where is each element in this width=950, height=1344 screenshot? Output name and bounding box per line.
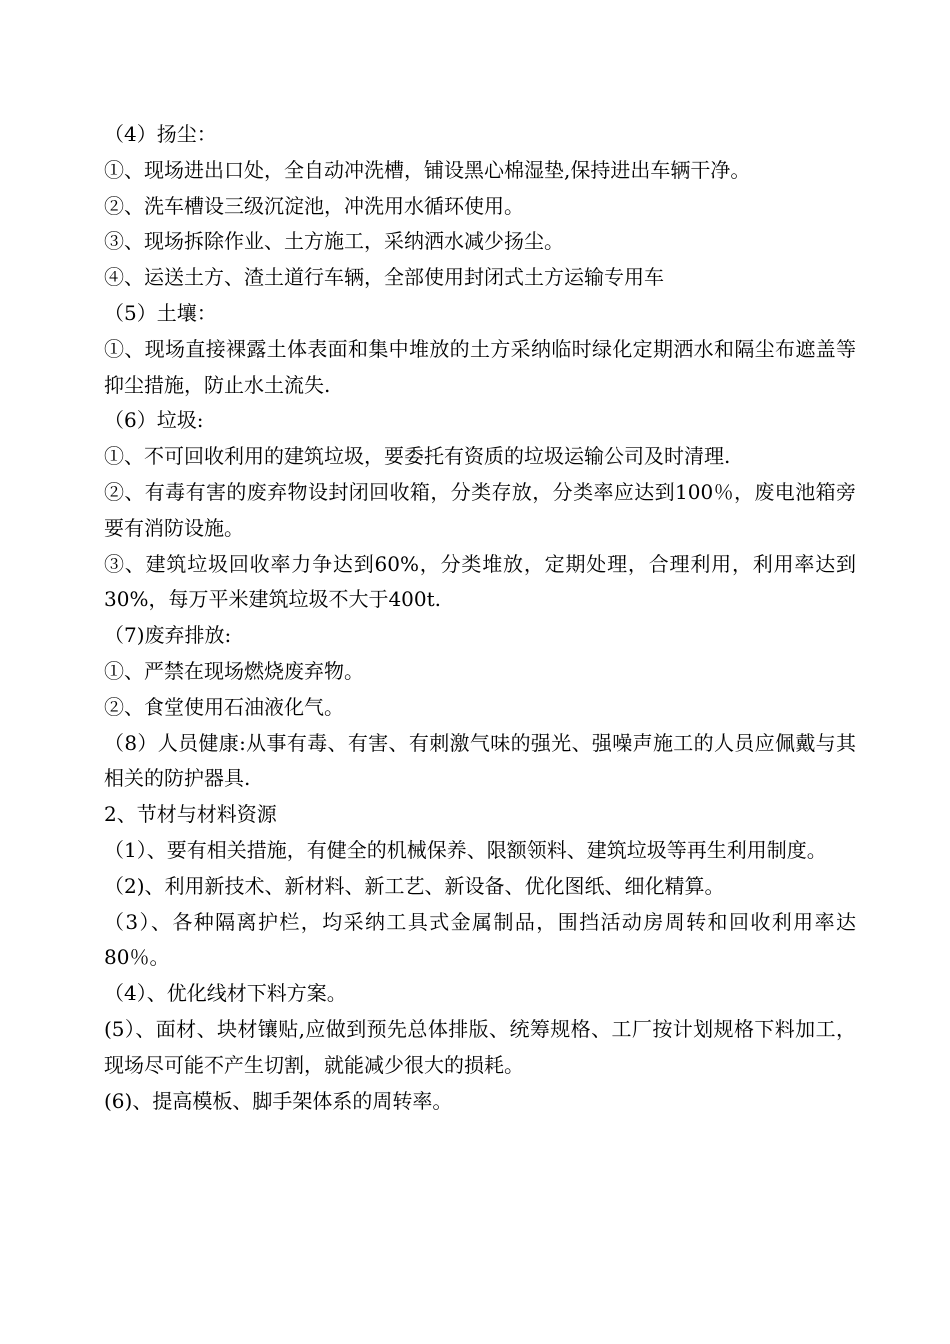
paragraph-materials-6: (6)、提高模板、脚手架体系的周转率。 xyxy=(104,1088,453,1113)
paragraph-dust-3: ③、现场拆除作业、土方施工，采纳洒水减少扬尘。 xyxy=(104,229,564,254)
heading-soil: （5）土壤： xyxy=(104,300,217,325)
heading-garbage: （6）垃圾: xyxy=(104,408,204,433)
paragraph-health: （8）人员健康:从事有毒、有害、有刺激气味的强光、强噪声施工的人员应佩戴与其相关的防护器具. xyxy=(104,730,856,791)
paragraph-materials-2: （2)、利用新技术、新材料、新工艺、新设备、优化图纸、细化精算。 xyxy=(104,873,725,898)
paragraph-materials-1: （1）、要有相关措施，有健全的机械保养、限额领料、建筑垃圾等再生利用制度。 xyxy=(104,837,827,862)
document-body xyxy=(104,117,856,1119)
heading-dust: （4）扬尘： xyxy=(104,122,217,146)
paragraph-materials-3: （3）、各种隔离护栏，均采纳工具式金属制品，围挡活动房周转和回收利用率达80％。 xyxy=(104,909,856,970)
heading-emission: （7)废弃排放: xyxy=(104,623,232,648)
paragraph-garbage-3: ③、建筑垃圾回收率力争达到60%，分类堆放，定期处理，合理利用，利用率达到30%，每万平米建筑垃圾不大于400t. xyxy=(104,551,856,612)
paragraph-materials-4: （4）、优化线材下料方案。 xyxy=(104,981,347,1006)
section-heading-materials: 2、节材与材料资源 xyxy=(104,802,277,827)
paragraph-materials-5: (5）、面材、块材镶贴,应做到预先总体排版、统筹规格、工厂按计划规格下料加工，现场尽可能不产生切割，就能减少很大的损耗。 xyxy=(104,1016,856,1077)
paragraph-soil-1: ①、现场直接裸露土体表面和集中堆放的土方采纳临时绿化定期洒水和隔尘布遮盖等抑尘措施，防止水土流失. xyxy=(104,336,856,397)
paragraph-garbage-2: ②、有毒有害的废弃物设封闭回收箱，分类存放，分类率应达到100％，废电池箱旁要有消防设施。 xyxy=(104,479,856,540)
paragraph-emission-2: ②、食堂使用石油液化气。 xyxy=(104,694,344,719)
paragraph-garbage-1: ①、不可回收利用的建筑垃圾，要委托有资质的垃圾运输公司及时清理. xyxy=(104,444,731,469)
paragraph-dust-4: ④、运送土方、渣土道行车辆，全部使用封闭式土方运输专用车 xyxy=(104,265,664,290)
paragraph-emission-1: ①、严禁在现场燃烧废弃物。 xyxy=(104,658,364,683)
paragraph-dust-2: ②、洗车槽设三级沉淀池，冲洗用水循环使用。 xyxy=(104,193,524,218)
paragraph-dust-1: ①、现场进出口处，全自动冲洗槽，铺设黑心棉湿垫,保持进出车辆干净。 xyxy=(104,157,751,182)
